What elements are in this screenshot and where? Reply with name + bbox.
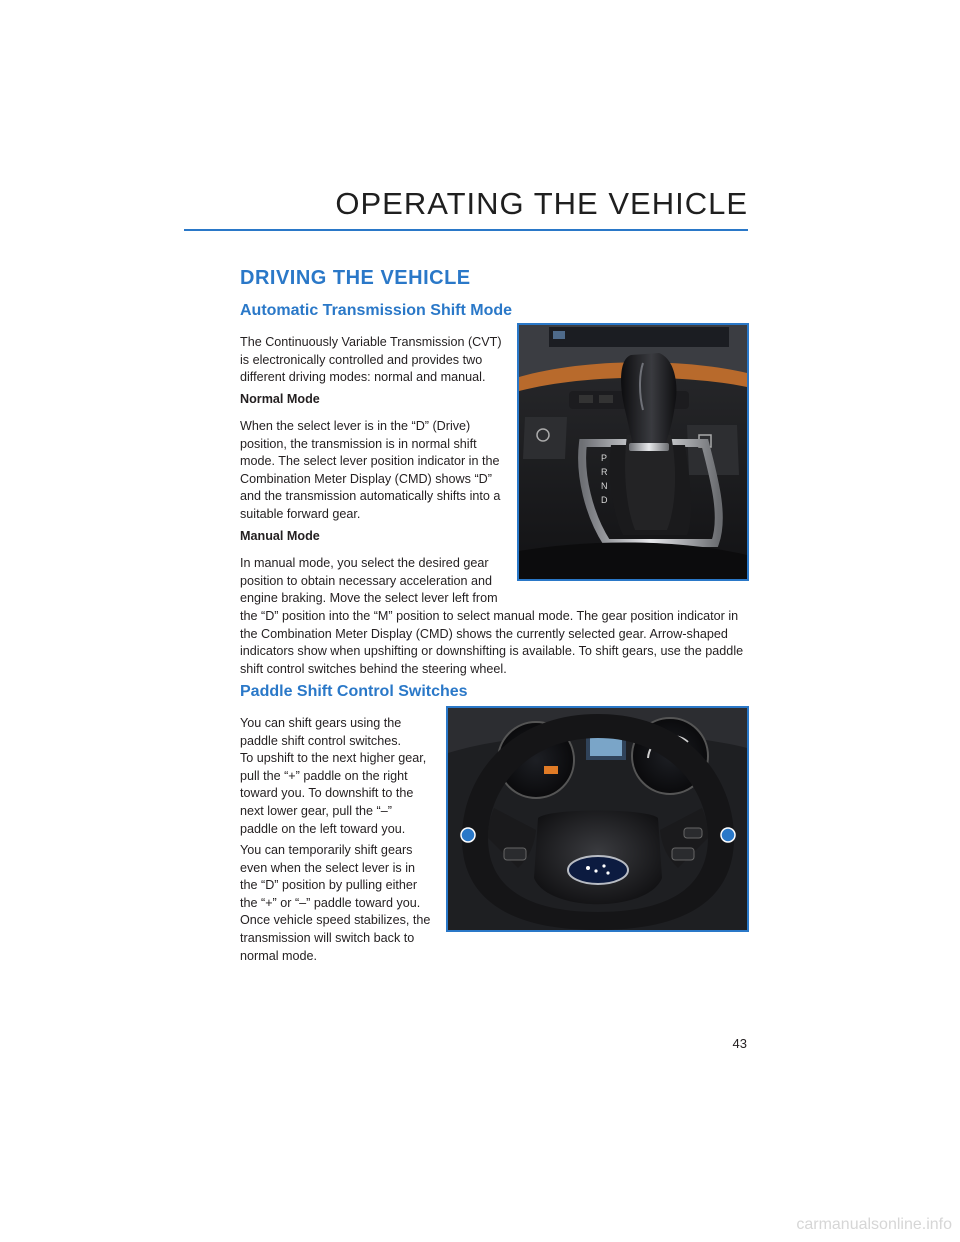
text-line: normal mode. <box>240 948 317 963</box>
text-line: the “+” or “–” paddle toward you. <box>240 895 421 910</box>
paddle-paragraph-2 <box>240 842 440 965</box>
text-line: paddle shift control switches. <box>240 733 402 748</box>
text-line: engine braking. Move the select lever left from <box>240 591 498 606</box>
gear-shift-illustration <box>519 325 747 579</box>
paddle-heading: Paddle Shift Control Switches <box>240 683 468 700</box>
page-number: 43 <box>732 1036 747 1051</box>
text-line: When the select lever is in the “D” (Drive) <box>240 419 471 433</box>
text-line: next lower gear, pull the “–” <box>240 803 392 818</box>
normal-mode-subheading <box>240 391 320 409</box>
text-line: the “D” position by pulling either <box>240 878 418 893</box>
text-line: In manual mode, you select the desired gear <box>240 556 489 570</box>
text-line: suitable forward gear. <box>240 506 361 521</box>
text-line: toward you. To downshift to the <box>240 786 414 801</box>
steering-wheel-illustration <box>448 708 747 930</box>
text-line: position, the transmission is in normal shift <box>240 436 477 451</box>
text-line: mode. The select lever position indicator in the <box>240 454 500 469</box>
steering-wheel-photo <box>446 706 749 932</box>
shift-mode-heading: Automatic Transmission Shift Mode <box>240 302 513 319</box>
gear-label: P <box>601 453 608 463</box>
text-line: is electronically controlled and provides two <box>240 352 483 367</box>
text-line: paddle on the left toward you. <box>240 821 406 836</box>
manual-mode-subheading <box>240 528 320 546</box>
text-line: indicators show when upshifting or downshifting is available. To shift gears, use the paddle <box>240 644 744 659</box>
text-line: and the transmission automatically shifts into a <box>240 489 501 504</box>
gear-label: R <box>601 467 608 477</box>
gear-label: N <box>601 481 608 491</box>
text-line: To upshift to the next higher gear, <box>240 751 427 766</box>
text-line: transmission will switch back to <box>240 930 415 945</box>
text-line: You can shift gears using the <box>240 716 402 730</box>
page-title: DRIVING THE VEHICLE <box>240 267 471 289</box>
manual-mode-label: Manual Mode <box>240 529 320 543</box>
text-line: position to obtain necessary acceleration and <box>240 573 493 588</box>
text-line: different driving modes: normal and manual. <box>240 370 486 385</box>
text-line: pull the “+” paddle on the right <box>240 768 408 783</box>
text-line: even when the select lever is in <box>240 860 416 875</box>
shift-intro-paragraph <box>240 334 510 387</box>
text-line: You can temporarily shift gears <box>240 843 413 857</box>
text-line: the Combination Meter Display (CMD) shows the currently selected gear. Arrow-shaped <box>240 626 728 641</box>
text-line: Once vehicle speed stabilizes, the <box>240 913 431 928</box>
header-rule <box>184 229 748 231</box>
gear-shift-photo <box>517 323 749 581</box>
section-title: OPERATING THE VEHICLE <box>335 186 748 221</box>
paddle-paragraph-1 <box>240 715 440 838</box>
watermark: carmanualsonline.info <box>796 1216 952 1233</box>
manual-mode-paragraph-wide <box>240 608 752 678</box>
text-line: The Continuously Variable Transmission (CVT) <box>240 335 502 349</box>
text-line: the “D” position into the “M” position to select manual mode. The gear position indicator in <box>240 609 739 623</box>
normal-mode-paragraph <box>240 418 515 524</box>
manual-mode-paragraph-narrow <box>240 555 515 608</box>
gear-label: D <box>601 495 608 505</box>
text-line: Combination Meter Display (CMD) shows “D” <box>240 471 492 486</box>
normal-mode-label: Normal Mode <box>240 392 320 406</box>
text-line: shift control switches behind the steering wheel. <box>240 661 507 676</box>
